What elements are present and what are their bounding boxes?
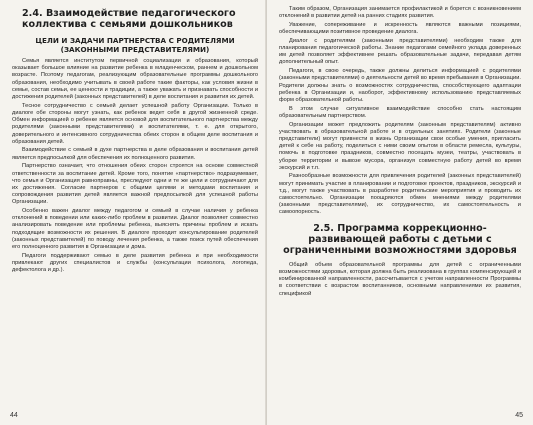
paragraph: Разнообразные возможности для привлечения родителей (законных представителей) могут принимать участие в планировании и подготовке проектов, праздников, экскурсий и т.д., могут также участвовать в разработке родительские мероприятия и проводить их самостоятельно. Организации поощряются обмен мнениями между родителями (законными представителями), их сотрудничество, их самостоятельность и самоопорность.: [279, 173, 521, 216]
paragraph: Общий объем образовательной программы для детей с ограниченными возможностями здоровья, которая должна быть реализована в группах компенсирующей и комбинированной направленности, рассчитывается с учетом направленности Программы в соответствии с возрастом воспитанников, основными направлениями их развития, спецификой: [279, 261, 521, 297]
paragraph: Партнерство означает, что отношения обеих сторон строятся на основе совместной ответственности за воспитание детей. Кроме того, понятие «партнерство» подразумевает, что семья и Организация равноправны, преследуют одни и те же цели и сотрудничают для их достижения. Согласие партнеров с общими целями и методами воспитания и сопровождения развития детей является важной предпосылкой для успешной работы Организации.: [12, 163, 258, 206]
paragraph: В этом случае ситуативное взаимодействие способно стать настоящим образовательным партнерством.: [279, 105, 521, 119]
paragraph: Организации может предложить родителям (законным представителям) активно участвовать в образовательной работе и в отдельных занятиях. Родители (законные представители) могут привнести в жизнь Организации свои особые умения, пригласить детей к себе на работу, поделиться с ними своим опытом в области ремесла, культуры, помочь в подготовке праздников, совместно посещать музеи, театры, участвовать в уборке территории и вывозе мусора, организуя совместную работу детей во время экскурсий и т.п.: [279, 121, 521, 171]
paragraph: Педагоги поддерживают семью в деле развития ребенка и при необходимости привлекают других специалистов и службы (консультации психолога, логопеда, дефектолога и др.).: [12, 252, 258, 274]
paragraph: Таким образом, Организация занимается профилактикой и борется с возникновением отклонений в развитии детей на ранних стадиях развития.: [279, 6, 521, 20]
paragraph: Уважение, сопереживание и искренность являются важными позициями, обеспечивающими позитивное проведение диалога.: [279, 21, 521, 36]
subsection-title: ЦЕЛИ И ЗАДАЧИ ПАРТНЕРСТВА С РОДИТЕЛЯМИ (ЗАКОННЫМИ ПРЕДСТАВИТЕЛЯМИ): [35, 36, 235, 54]
section-title: 2.4. Взаимодействие педагогического коллектива с семьями дошкольников: [22, 8, 236, 30]
paragraph: Тесное сотрудничество с семьей делает успешной работу Организации. Только в диалоге обе стороны могут узнать, как ребенок ведет себя в другой жизненной среде. Обмен информацией о ребенке является основой для воспитательного партнерства между родителями (законными представителями) и воспитателями, т. е. для открытого, доверительного и интенсивного сотрудничества обеих сторон в общем деле воспитания и образования детей.: [12, 102, 258, 145]
paragraph: Особенно важен диалог между педагогом и семьей в случае наличия у ребенка отклонений в поведении или каких-либо проблем в развитии. Диалог позволяет совместно анализировать поведение или проблемы ребенка, выяснять причины проблем и искать подходящие возможности их решения. В диалоге проходит консультирование родителей (законных представителей) по поводу лечения ребенка, а также поиск путей обеспечения его полноценного развития в Организации и дома.: [12, 208, 258, 251]
paragraph: Взаимодействие с семьей в духе партнерства в деле образования и воспитания детей является предпосылкой для обеспечения их полноценного развития.: [12, 147, 258, 161]
paragraph: Педагоги, в свою очередь, также должны делиться информацией с родителями (законными представителями) о деятельности детей во время пребывания в Организации. Родители должны знать о возможностях сотрудничества, способствующего адаптации ребенка в Организации и, наоборот, эффективному использованию представляемых форм образовательной работы.: [279, 68, 521, 103]
page-number: 45: [515, 412, 523, 419]
left-page: [0, 0, 266, 425]
paragraph: Диалог с родителями (законными представителями) необходим также для планирования педагогической работы. Знание педагогами семейного уклада доверенных им детей позволяет эффективнее решать образовательные задачи, передавая детям дополнительный опыт.: [279, 37, 521, 66]
right-page: [267, 0, 533, 425]
paragraph: Семья является институтом первичной социализации и образования, который оказывает большое влияние на развитие ребенка в младенческом, раннем и дошкольном возрасте. Поэтому педагогам, реализующим образовательные программы дошкольного образования, необходимо учитывать в своей работе такие факторы, как условия жизни в семье, состав семьи, ее ценности и традиции, а также уважать и признавать способности и достижения родителей (законных представителей) в деле воспитания и развития их детей.: [12, 58, 258, 101]
section-title: 2.5. Программа коррекционно-развивающей работы с детьми с ограниченными возможностями здоровья: [283, 222, 517, 256]
page-number: 44: [10, 412, 18, 419]
